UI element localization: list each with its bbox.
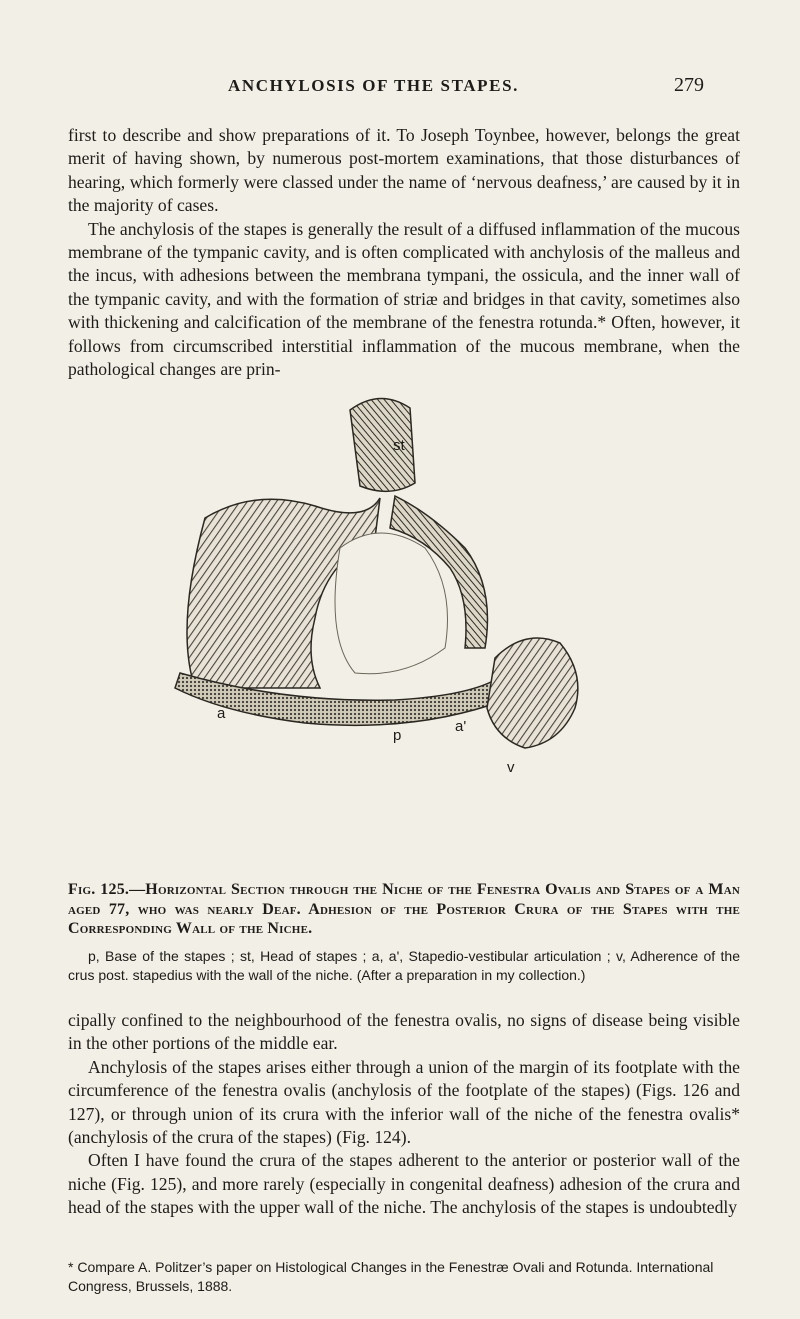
figure-legend [68,947,740,985]
body-text-top [68,124,740,381]
label-st: st [393,437,405,454]
niche-cavity-shape [335,533,448,674]
running-head [0,74,800,104]
legend-text: p, Base of the stapes ; st, Head of stapes ; a, a', Stapedio-vestibular articulation ; v, Adherence of the crus post. stapedius with the wall of the niche. (After a preparation in my collection.) [68,948,740,983]
page-number: 279 [674,74,704,96]
paragraph: The anchylosis of the stapes is generally the result of a diffused inflammation of the mucous membrane of the tympanic cavity, and is often complicated with anchylosis of the malleus and the incus, with adhesions between the membrana tympani, the ossicula, and the inner wall of the tympanic cavity, and with the formation of striæ and bridges in that cavity, sometimes also with thickening and calcification of the membrane of the fenestra rotunda.* Often, however, it follows from circumscribed interstitial inflammation of the mucous membrane, when the pathological changes are prin- [68,218,740,380]
paragraph: first to describe and show preparations of it. To Joseph Toynbee, however, belongs the great merit of having shown, by numerous post-mortem examinations, that those disturbances of hearing, which formerly were classed under the name of ‘nervous deafness,’ are caused by it in the majority of cases. [68,125,740,216]
figure-caption [68,880,740,939]
label-v: v [507,759,515,772]
paragraph: Anchylosis of the stapes arises either through a union of the margin of its footplate with the circumference of the fenestra ovalis (anchylosis of the footplate of the stapes) (Figs. 126 and 127), or through union of its crura with the inferior wall of the niche of the fenestra ovalis* (anchylosis of the crura of the stapes) (Fig. 124). [68,1056,740,1148]
label-p: p [393,727,402,744]
paragraph: Often I have found the crura of the stapes adherent to the anterior or posterior wall of the niche (Fig. 125), and more rarely (especially in congenital deafness) adhesion of the crura and head of the stapes with the upper wall of the niche. The anchylosis of the stapes is undoubtedly [68,1150,740,1218]
figure-illustration [165,388,635,772]
stapes-head-shape [350,398,415,491]
footnote: * Compare A. Politzer’s paper on Histological Changes in the Fenestræ Ovali and Rotunda. International Congress, Brussels, 1888. [68,1259,714,1294]
running-title: ANCHYLOSIS OF THE STAPES. [228,76,519,95]
adhesion-mass-shape [487,638,578,748]
label-a: a [217,705,226,722]
label-a-prime: a' [455,718,467,735]
caption-title: Fig. 125.—Horizontal Section through the Niche of the Fenestra Ovalis and Stapes of a Man aged 77, who was nearly Deaf. Adhesion of the Posterior Crura of the Stapes with the Corresponding Wall of the Niche. [68,881,740,938]
paragraph: cipally confined to the neighbourhood of the fenestra ovalis, no signs of disease being visible in the other portions of the middle ear. [68,1010,740,1054]
body-text-bottom [68,1009,740,1220]
